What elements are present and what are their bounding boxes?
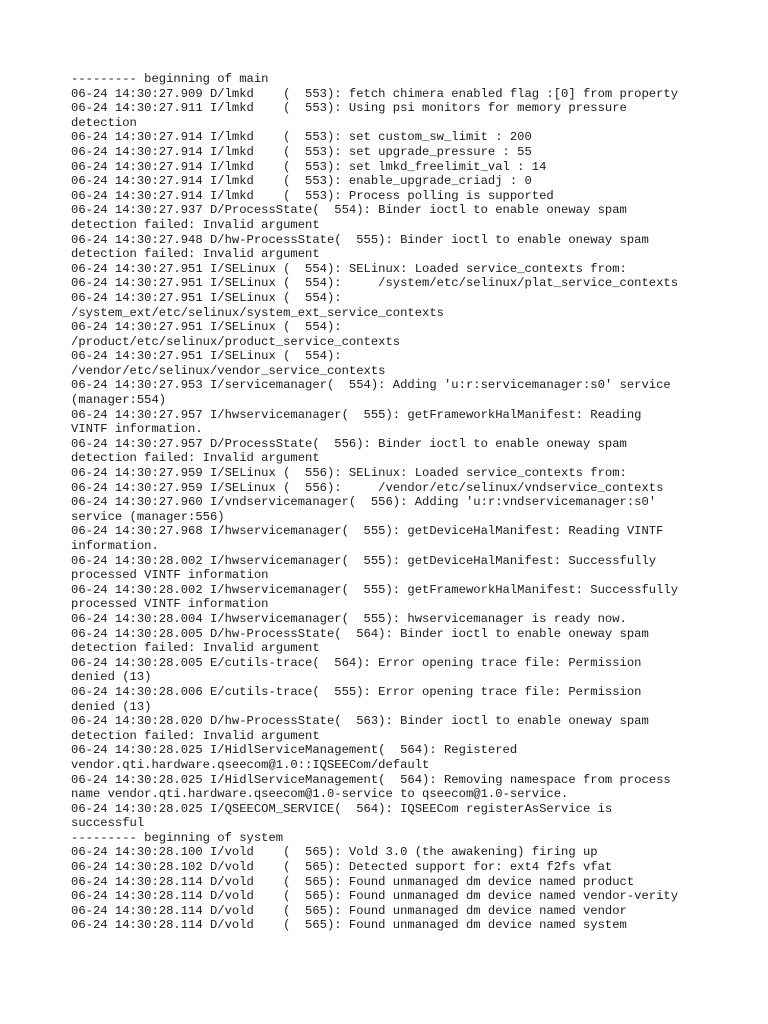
log-line: detection failed: Invalid argument xyxy=(71,641,320,656)
log-line: denied (13) xyxy=(71,670,152,685)
log-line: 06-24 14:30:28.005 D/hw-ProcessState( 564): Binder ioctl to enable oneway spam xyxy=(71,626,649,641)
log-line: 06-24 14:30:28.114 D/vold ( 565): Found unmanaged dm device named vendor xyxy=(71,903,627,918)
log-line: 06-24 14:30:28.102 D/vold ( 565): Detected support for: ext4 f2fs vfat xyxy=(71,860,613,875)
log-line: processed VINTF information xyxy=(71,568,269,583)
log-line: 06-24 14:30:28.002 I/hwservicemanager( 555): getFrameworkHalManifest: Successfully xyxy=(71,582,679,597)
log-line: 06-24 14:30:28.006 E/cutils-trace( 555): Error opening trace file: Permission xyxy=(71,684,642,699)
log-line: service (manager:556) xyxy=(71,509,225,524)
log-line: 06-24 14:30:28.025 I/HidlServiceManagement( 564): Registered xyxy=(71,743,518,758)
log-line: 06-24 14:30:28.114 D/vold ( 565): Found unmanaged dm device named product xyxy=(71,874,635,889)
log-line: processed VINTF information xyxy=(71,597,269,612)
log-line: 06-24 14:30:27.909 D/lmkd ( 553): fetch chimera enabled flag :[0] from property xyxy=(71,86,679,101)
log-line: 06-24 14:30:27.953 I/servicemanager( 554): Adding 'u:r:servicemanager:s0' service xyxy=(71,378,671,393)
log-line: 06-24 14:30:27.914 I/lmkd ( 553): set custom_sw_limit : 200 xyxy=(71,130,532,145)
log-line: 06-24 14:30:27.951 I/SELinux ( 554): SELinux: Loaded service_contexts from: xyxy=(71,261,627,276)
log-line: detection failed: Invalid argument xyxy=(71,247,320,262)
log-line: (manager:554) xyxy=(71,393,167,408)
log-line: information. xyxy=(71,539,159,553)
log-line: 06-24 14:30:27.914 I/lmkd ( 553): Process polling is supported xyxy=(71,188,554,203)
log-line: --------- beginning of main xyxy=(71,72,269,86)
log-line: detection failed: Invalid argument xyxy=(71,451,320,466)
log-line: 06-24 14:30:28.100 I/vold ( 565): Vold 3.0 (the awakening) firing up xyxy=(71,845,598,860)
log-line: 06-24 14:30:27.960 I/vndservicemanager( 556): Adding 'u:r:vndservicemanager:s0' xyxy=(71,495,657,510)
log-output xyxy=(71,72,711,933)
log-line: 06-24 14:30:27.937 D/ProcessState( 554): Binder ioctl to enable oneway spam xyxy=(71,203,627,218)
log-line: 06-24 14:30:28.002 I/hwservicemanager( 555): getDeviceHalManifest: Successfully xyxy=(71,553,657,568)
log-line: 06-24 14:30:27.948 D/hw-ProcessState( 555): Binder ioctl to enable oneway spam xyxy=(71,232,649,247)
log-line: denied (13) xyxy=(71,699,152,714)
log-line: 06-24 14:30:28.025 I/QSEECOM_SERVICE( 564): IQSEECom registerAsService is xyxy=(71,801,613,816)
log-line: 06-24 14:30:27.914 I/lmkd ( 553): set upgrade_pressure : 55 xyxy=(71,144,532,159)
log-line: 06-24 14:30:27.959 I/SELinux ( 556): SELinux: Loaded service_contexts from: xyxy=(71,466,627,481)
log-line: 06-24 14:30:27.951 I/SELinux ( 554): xyxy=(71,290,342,305)
log-line: 06-24 14:30:27.959 I/SELinux ( 556): /vendor/etc/selinux/vndservice_contexts xyxy=(71,480,664,495)
log-line: 06-24 14:30:27.951 I/SELinux ( 554): /system/etc/selinux/plat_service_contexts xyxy=(71,276,679,291)
log-line: detection failed: Invalid argument xyxy=(71,728,320,743)
log-line: VINTF information. xyxy=(71,422,203,437)
log-line: 06-24 14:30:28.025 I/HidlServiceManagement( 564): Removing namespace from process xyxy=(71,772,671,787)
log-line: 06-24 14:30:28.005 E/cutils-trace( 564): Error opening trace file: Permission xyxy=(71,655,642,670)
log-line: vendor.qti.hardware.qseecom@1.0::IQSEECom/default xyxy=(71,757,430,772)
log-line: 06-24 14:30:27.951 I/SELinux ( 554): xyxy=(71,349,342,364)
log-line: 06-24 14:30:27.951 I/SELinux ( 554): xyxy=(71,320,342,335)
log-line: detection xyxy=(71,115,137,130)
log-line: successful xyxy=(71,816,145,831)
log-line: name vendor.qti.hardware.qseecom@1.0-service to qseecom@1.0-service. xyxy=(71,787,569,802)
log-line: 06-24 14:30:27.914 I/lmkd ( 553): set lmkd_freelimit_val : 14 xyxy=(71,159,547,174)
log-line: 06-24 14:30:28.020 D/hw-ProcessState( 563): Binder ioctl to enable oneway spam xyxy=(71,714,649,729)
log-line: detection failed: Invalid argument xyxy=(71,217,320,232)
log-line: --------- beginning of system xyxy=(71,830,284,845)
log-line: 06-24 14:30:27.957 I/hwservicemanager( 555): getFrameworkHalManifest: Reading xyxy=(71,407,642,422)
log-line: /product/etc/selinux/product_service_contexts xyxy=(71,334,401,349)
log-line: /system_ext/etc/selinux/system_ext_service_contexts xyxy=(71,305,444,320)
log-line: /vendor/etc/selinux/vendor_service_contexts xyxy=(71,363,386,378)
log-line: 06-24 14:30:27.914 I/lmkd ( 553): enable_upgrade_criadj : 0 xyxy=(71,174,532,189)
log-line: 06-24 14:30:27.968 I/hwservicemanager( 555): getDeviceHalManifest: Reading VINTF xyxy=(71,524,664,539)
log-line: 06-24 14:30:27.911 I/lmkd ( 553): Using psi monitors for memory pressure xyxy=(71,101,627,116)
log-line: 06-24 14:30:27.957 D/ProcessState( 556): Binder ioctl to enable oneway spam xyxy=(71,436,627,451)
log-line: 06-24 14:30:28.114 D/vold ( 565): Found unmanaged dm device named vendor-verity xyxy=(71,889,679,904)
log-line: 06-24 14:30:28.114 D/vold ( 565): Found unmanaged dm device named system xyxy=(71,918,627,933)
log-line: 06-24 14:30:28.004 I/hwservicemanager( 555): hwservicemanager is ready now. xyxy=(71,611,627,626)
